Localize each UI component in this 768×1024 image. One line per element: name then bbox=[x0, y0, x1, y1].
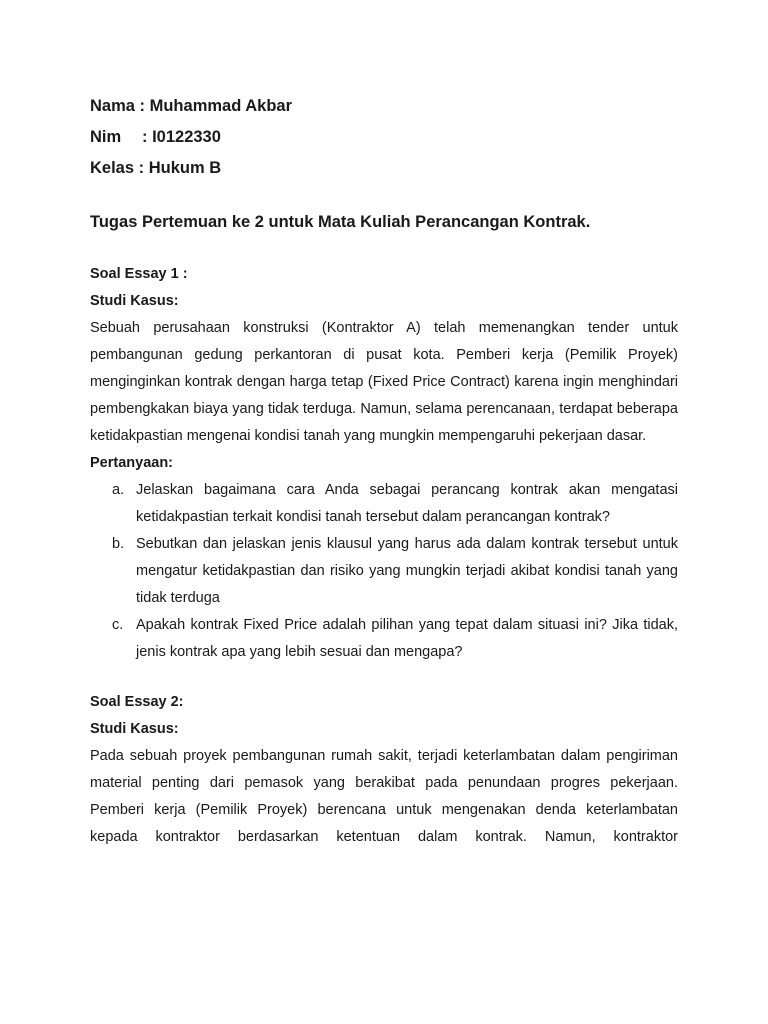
student-name-line bbox=[90, 91, 678, 122]
nim-value: : I0122330 bbox=[142, 128, 221, 146]
essay-1-case-heading: Studi Kasus: bbox=[90, 293, 179, 309]
essay-2-case-heading: Studi Kasus: bbox=[90, 721, 179, 737]
question-marker: b. bbox=[112, 536, 125, 552]
question-text: Apakah kontrak Fixed Price adalah pilihan yang tepat dalam situasi ini? Jika tidak, jenis kontrak apa yang lebih sesuai dan mengapa? bbox=[136, 617, 678, 660]
class-label: Kelas : bbox=[90, 159, 149, 177]
essay-1-case-text: Sebuah perusahaan konstruksi (Kontraktor A) telah memenangkan tender untuk pembangunan gedung perkantoran di pusat kota. Pemberi kerja (Pemilik Proyek) menginginkan kontrak dengan harga tetap (Fixed Price Contract) karena ingin menghindari pembengkakan biaya yang tidak terduga. Namun, selama perencanaan, terdapat beberapa ketidakpastian mengenai kondisi tanah yang mungkin mempengaruhi pekerjaan dasar. bbox=[90, 320, 678, 444]
essay-2-title: Soal Essay 2: bbox=[90, 694, 184, 710]
essay-2 bbox=[90, 689, 678, 851]
essay-1-title: Soal Essay 1 : bbox=[90, 266, 188, 282]
question-text: Jelaskan bagaimana cara Anda sebagai perancang kontrak akan mengatasi ketidakpastian terkait kondisi tanah tersebut dalam perancangan kontrak? bbox=[136, 482, 678, 525]
essay-2-case-text: Pada sebuah proyek pembangunan rumah sakit, terjadi keterlambatan dalam pengiriman material penting dari pemasok yang berakibat pada penundaan progres pekerjaan. Pemberi kerja (Pemilik Proyek) berencana untuk mengenakan denda keterlambatan kepada kontraktor berdasarkan ketentuan dalam kontrak. Namun, kontraktor bbox=[90, 748, 678, 845]
essay-1 bbox=[90, 261, 678, 666]
task-title: Tugas Pertemuan ke 2 untuk Mata Kuliah Perancangan Kontrak. bbox=[90, 213, 591, 231]
question-marker: c. bbox=[112, 617, 124, 633]
question-item-a bbox=[90, 477, 678, 531]
document-content bbox=[90, 91, 678, 851]
name-label: Nama : bbox=[90, 97, 150, 115]
question-marker: a. bbox=[112, 482, 125, 498]
essay-1-question-heading: Pertanyaan: bbox=[90, 455, 174, 471]
student-class-line bbox=[90, 153, 678, 184]
student-nim-line bbox=[90, 122, 678, 153]
name-value: Muhammad Akbar bbox=[149, 97, 293, 115]
essay-1-question-list bbox=[90, 477, 678, 666]
question-item-c bbox=[90, 612, 678, 666]
question-item-b bbox=[90, 531, 678, 612]
class-value: Hukum B bbox=[148, 159, 222, 177]
question-text: Sebutkan dan jelaskan jenis klausul yang harus ada dalam kontrak tersebut untuk mengatur ketidakpastian dan risiko yang mungkin terjadi akibat kondisi tanah yang tidak terduga bbox=[136, 536, 678, 606]
nim-label: Nim bbox=[90, 128, 122, 146]
